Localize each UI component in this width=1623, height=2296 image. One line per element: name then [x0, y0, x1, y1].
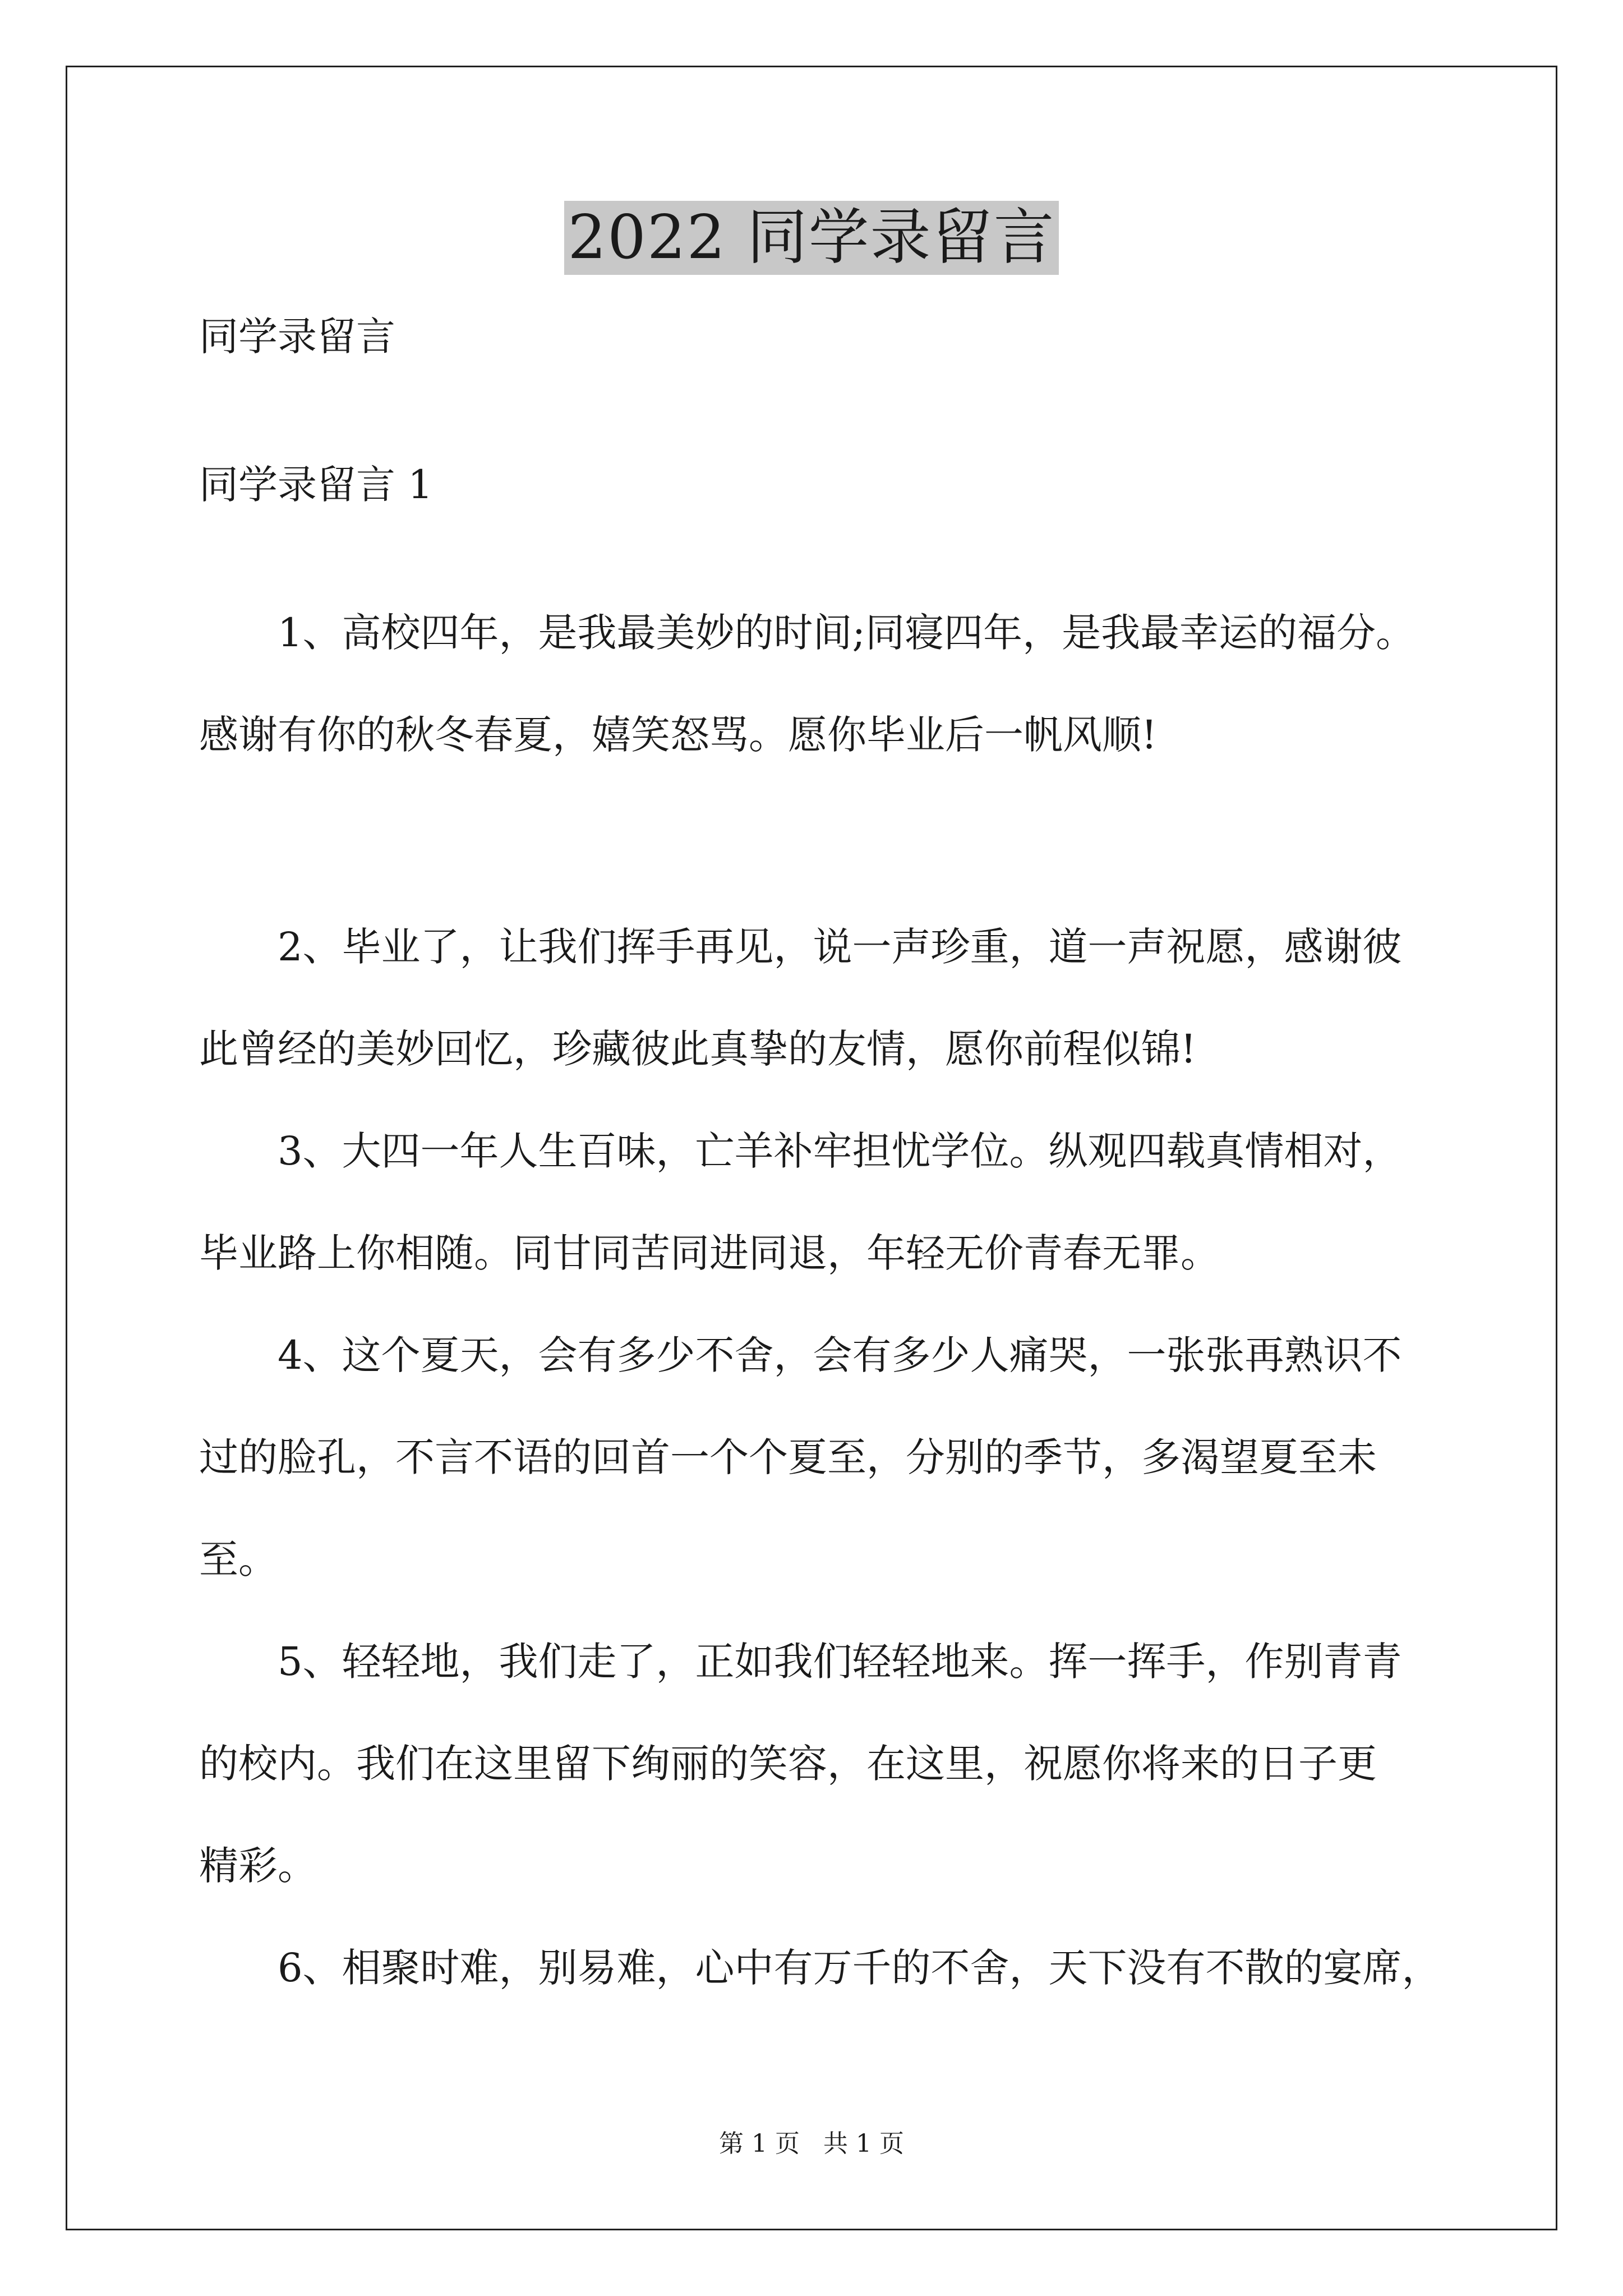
paragraph-line: 此曾经的美妙回忆，珍藏彼此真挚的友情，愿你前程似锦!	[199, 1026, 1197, 1072]
page-footer	[0, 2127, 1623, 2161]
paragraph-line: 3、大四一年人生百味，亡羊补牢担忧学位。纵观四载真情相对，	[199, 1128, 1402, 1174]
paragraph-line: 5、轻轻地，我们走了，正如我们轻轻地来。挥一挥手，作别青青	[199, 1639, 1402, 1685]
paragraph-line: 2、毕业了，让我们挥手再见，说一声珍重，道一声祝愿，感谢彼	[199, 924, 1402, 970]
paragraph-line: 1、高校四年，是我最美妙的时间;同寝四年，是我最幸运的福分。	[199, 610, 1415, 656]
title-container	[0, 201, 1623, 275]
paragraph-line: 的校内。我们在这里留下绚丽的笑容，在这里，祝愿你将来的日子更	[199, 1741, 1377, 1787]
paragraph-line: 至。	[199, 1536, 278, 1582]
page-total: 共 1 页	[823, 2129, 904, 2158]
paragraph-line: 毕业路上你相随。同甘同苦同进同退，年轻无价青春无罪。	[199, 1230, 1220, 1276]
page-number: 第 1 页	[719, 2129, 800, 2158]
paragraph-line: 感谢有你的秋冬春夏，嬉笑怒骂。愿你毕业后一帆风顺!	[199, 712, 1158, 758]
paragraph-line: 精彩。	[199, 1843, 317, 1889]
subheading-numbered: 同学录留言 1	[199, 462, 433, 508]
paragraph-line: 4、这个夏天，会有多少不舍，会有多少人痛哭，一张张再熟识不	[199, 1332, 1402, 1378]
paragraph-line: 过的脸孔，不言不语的回首一个个夏至，分别的季节，多渴望夏至未	[199, 1434, 1377, 1480]
document-title: 2022 同学录留言	[564, 201, 1058, 275]
paragraph-line: 6、相聚时难，别易难，心中有万千的不舍，天下没有不散的宴席，	[199, 1945, 1441, 1991]
subheading: 同学录留言	[199, 314, 395, 360]
